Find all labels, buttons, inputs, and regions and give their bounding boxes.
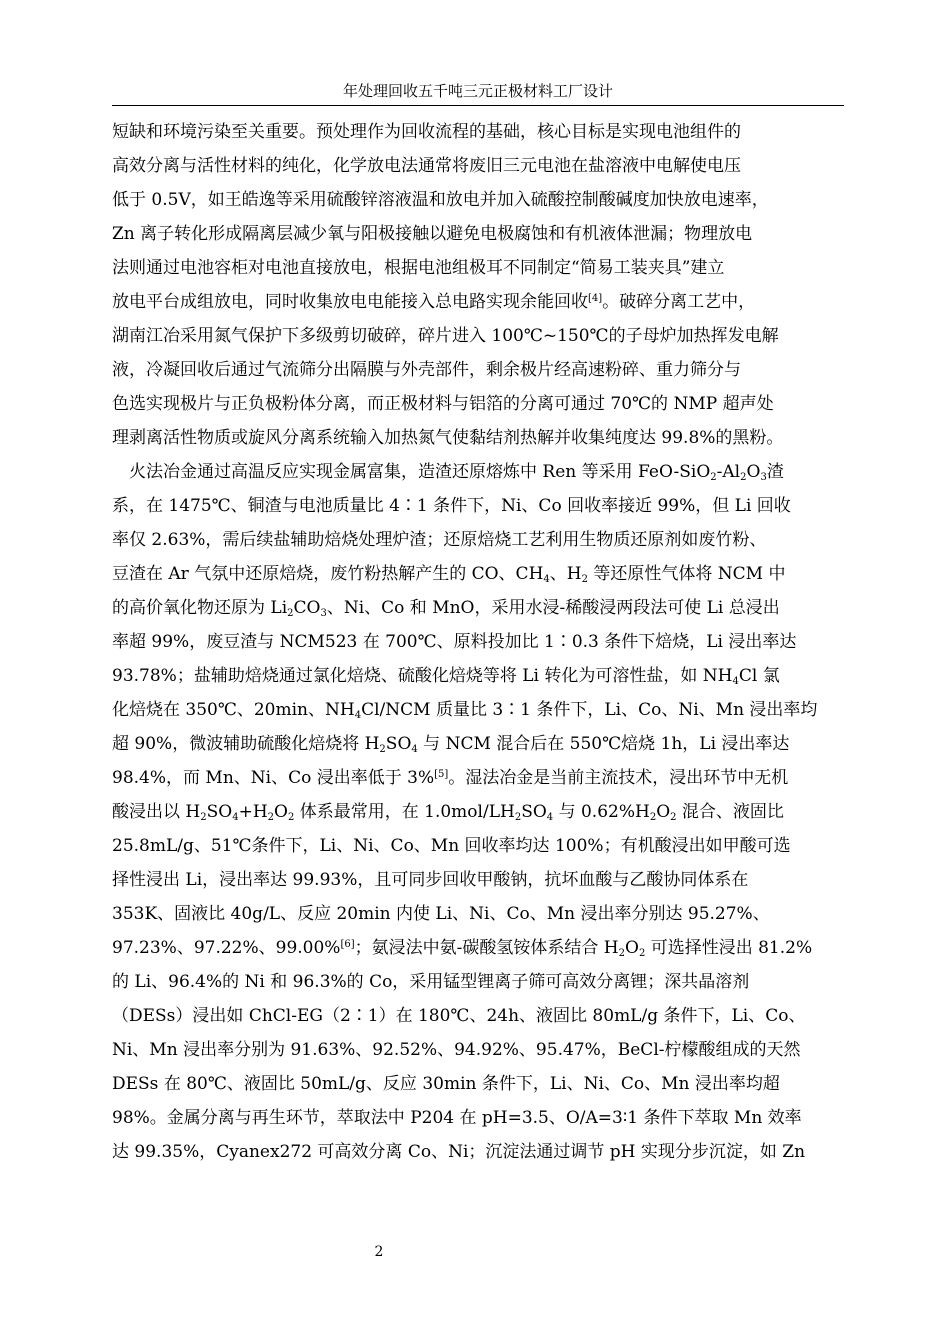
text-run: 系，在 1475℃、铜渣与电池质量比 4∶1 条件下，Ni、Co 回收率接近 99%，但 Li 回收 <box>112 496 791 516</box>
text-run: 超 90%，微波辅助硫酸化焙烧将 H <box>112 734 380 754</box>
subscript: 4 <box>232 812 239 823</box>
text-line <box>112 761 848 795</box>
text-run: 93.78%；盐辅助焙烧通过氯化焙烧、硫酸化焙烧等将 Li 转化为可溶性盐，如 NH <box>112 666 733 686</box>
text-run: DESs 在 80℃、液固比 50mL/g、反应 30min 条件下，Li、Ni、Co、Mn 浸出率均超 <box>112 1074 780 1094</box>
text-run: 混合、液固比 <box>676 802 784 822</box>
subscript: 2 <box>618 948 625 959</box>
subscript: 2 <box>581 574 588 585</box>
text-run: 火法冶金通过高温反应实现金属富集，造渣还原熔炼中 Ren 等采用 FeO-SiO <box>129 462 711 482</box>
citation: [6] <box>340 939 355 950</box>
text-run: 理剥离活性物质或旋风分离系统输入加热氮气使黏结剂热解并收集纯度达 99.8%的黑粉。 <box>112 428 784 448</box>
text-run: （DESs）浸出如 ChCl-EG（2∶1）在 180℃、24h、液固比 80mL/g 条件下，Li、Co、 <box>112 1006 806 1026</box>
citation: [5] <box>434 769 449 780</box>
subscript: 2 <box>649 812 657 823</box>
text-line <box>112 421 848 455</box>
text-run: 达 99.35%，Cyanex272 可高效分离 Co、Ni；沉淀法通过调节 pH 实现分步沉淀，如 Zn <box>112 1142 806 1162</box>
text-run: 化焙烧在 350℃、20min、NH <box>112 700 355 720</box>
subscript: 3 <box>760 472 767 483</box>
text-run: 酸浸出以 H <box>112 802 201 822</box>
subscript: 2 <box>638 948 646 959</box>
subscript: 2 <box>287 608 294 619</box>
text-run: 体系最常用，在 1.0mol/LH <box>294 802 515 822</box>
text-line <box>112 353 848 387</box>
text-run: 择性浸出 Li，浸出率达 99.93%，且可同步回收甲酸钠，抗坏血酸与乙酸协同体系在 <box>112 870 749 890</box>
text-run: 法则通过电池容柜对电池直接放电，根据电池组极耳不同制定“简易工装夹具”建立 <box>112 258 725 278</box>
subscript: 2 <box>514 812 522 823</box>
text-run: 。破碎分离工艺中， <box>602 292 756 312</box>
text-run: O <box>746 462 761 482</box>
subscript: 4 <box>354 710 362 721</box>
subscript: 4 <box>732 676 739 687</box>
text-run: 放电平台成组放电，同时收集放电电能接入总电路实现余能回收 <box>112 292 588 312</box>
text-run: ；氨浸法中氨-碳酸氢铵体系结合 H <box>354 938 619 958</box>
text-line <box>112 1033 848 1067</box>
text-line <box>112 251 848 285</box>
text-line <box>112 897 848 931</box>
text-run: 353K、固液比 40g/L、反应 20min 内使 Li、Ni、Co、Mn 浸出率分别达 95.27%、 <box>112 904 770 924</box>
text-line <box>112 625 848 659</box>
text-line <box>112 183 848 217</box>
text-run: 可选择性浸出 81.2% <box>645 938 813 958</box>
text-run: O <box>656 802 671 822</box>
subscript: 2 <box>379 744 386 755</box>
text-run: Ni、Mn 浸出率分别为 91.63%、92.52%、94.92%、95.47%，BeCl-柠檬酸组成的天然 <box>112 1040 801 1060</box>
text-run: 率仅 2.63%，需后续盐辅助焙烧处理炉渣；还原焙烧工艺利用生物质还原剂如废竹粉、 <box>112 530 767 550</box>
subscript: 4 <box>411 744 418 755</box>
text-line <box>112 557 848 591</box>
subscript: 2 <box>740 472 747 483</box>
text-line <box>112 829 848 863</box>
text-run: 97.23%、97.22%、99.00% <box>112 938 341 958</box>
text-run: 率超 99%，废豆渣与 NCM523 在 700℃、原料投加比 1∶0.3 条件下焙烧，Li 浸出率达 <box>112 632 797 652</box>
text-run: +H <box>238 802 268 822</box>
text-line <box>112 863 848 897</box>
text-run: 与 0.62%H <box>553 802 650 822</box>
text-line <box>112 1101 848 1135</box>
subscript: 4 <box>543 574 550 585</box>
text-run: SO <box>206 802 233 822</box>
text-run: 25.8mL/g、51℃条件下，Li、Ni、Co、Mn 回收率均达 100%；有机酸浸出如甲酸可选 <box>112 836 791 856</box>
subscript: 2 <box>287 812 295 823</box>
text-run: 低于 0.5V，如王皓逸等采用硫酸锌溶液温和放电并加入硫酸控制酸碱度加快放电速率， <box>112 190 769 210</box>
text-run: 、Ni、Co 和 MnO，采用水浸-稀酸浸两段法可使 Li 总浸出 <box>326 598 780 618</box>
text-run: -Al <box>716 462 741 482</box>
text-line <box>112 1135 848 1169</box>
text-line <box>112 727 848 761</box>
text-run: 高效分离与活性材料的纯化，化学放电法通常将废旧三元电池在盐溶液中电解使电压 <box>112 156 741 176</box>
text-run: 的高价氧化物还原为 Li <box>112 598 288 618</box>
subscript: 2 <box>267 812 275 823</box>
page-number: 2 <box>374 1244 384 1260</box>
text-run: 豆渣在 Ar 气氛中还原焙烧，废竹粉热解产生的 CO、CH <box>112 564 544 584</box>
text-line <box>112 455 848 489</box>
text-run: Zn 离子转化形成隔离层减少氧与阳极接触以避免电极腐蚀和有机液体泄漏；物理放电 <box>112 224 753 244</box>
text-run: SO <box>385 734 412 754</box>
text-run: 98.4%，而 Mn、Ni、Co 浸出率低于 3% <box>112 768 435 788</box>
text-run: SO <box>521 802 547 822</box>
text-run: 渣 <box>766 462 784 482</box>
text-line <box>112 795 848 829</box>
text-line <box>112 999 848 1033</box>
subscript: 2 <box>200 812 207 823</box>
text-line <box>112 387 848 421</box>
text-line <box>112 285 848 319</box>
body-text <box>112 115 848 1169</box>
text-line <box>112 489 848 523</box>
text-run: 等还原性气体将 NCM 中 <box>587 564 786 584</box>
text-line <box>112 149 848 183</box>
text-line <box>112 523 848 557</box>
text-line <box>112 115 848 149</box>
subscript: 3 <box>320 608 327 619</box>
text-run: 液，冷凝回收后通过气流筛分出隔膜与外壳部件，剩余极片经高速粉碎、重力筛分与 <box>112 360 741 380</box>
text-line <box>112 931 848 965</box>
text-line <box>112 965 848 999</box>
text-line <box>112 659 848 693</box>
text-run: O <box>625 938 639 958</box>
text-run: 。湿法冶金是当前主流技术，浸出环节中无机 <box>448 768 789 788</box>
text-line <box>112 1067 848 1101</box>
text-run: 短缺和环境污染至关重要。预处理作为回收流程的基础，核心目标是实现电池组件的 <box>112 122 741 142</box>
text-run: 湖南江冶采用氮气保护下多级剪切破碎，碎片进入 100℃~150℃的子母炉加热挥发电解 <box>112 326 779 346</box>
text-run: Cl 氯 <box>738 666 780 686</box>
subscript: 4 <box>546 812 554 823</box>
text-line <box>112 591 848 625</box>
text-run: Cl/NCM 质量比 3∶1 条件下，Li、Co、Ni、Mn 浸出率均 <box>361 700 818 720</box>
text-run: 色选实现极片与正负极粉体分离，而正极材料与铝箔的分离可通过 70℃的 NMP 超声处 <box>112 394 774 414</box>
citation: [4] <box>588 293 603 304</box>
text-line <box>112 319 848 353</box>
text-run: O <box>274 802 288 822</box>
text-run: CO <box>293 598 321 618</box>
text-run: 与 NCM 混合后在 550℃焙烧 1h，Li 浸出率达 <box>417 734 790 754</box>
text-line <box>112 217 848 251</box>
text-line <box>112 693 848 727</box>
text-run: 98%。金属分离与再生环节，萃取法中 P204 在 pH=3.5、O/A=3∶1 条件下萃取 Mn 效率 <box>112 1108 802 1128</box>
running-header: 年处理回收五千吨三元正极材料工厂设计 <box>342 82 613 100</box>
text-run: 、H <box>549 564 582 584</box>
text-run: 的 Li、96.4%的 Ni 和 96.3%的 Co，采用锰型锂离子筛可高效分离锂；深共晶溶剂 <box>112 972 750 992</box>
header-rule <box>112 105 844 106</box>
subscript: 2 <box>710 472 717 483</box>
subscript: 2 <box>670 812 677 823</box>
